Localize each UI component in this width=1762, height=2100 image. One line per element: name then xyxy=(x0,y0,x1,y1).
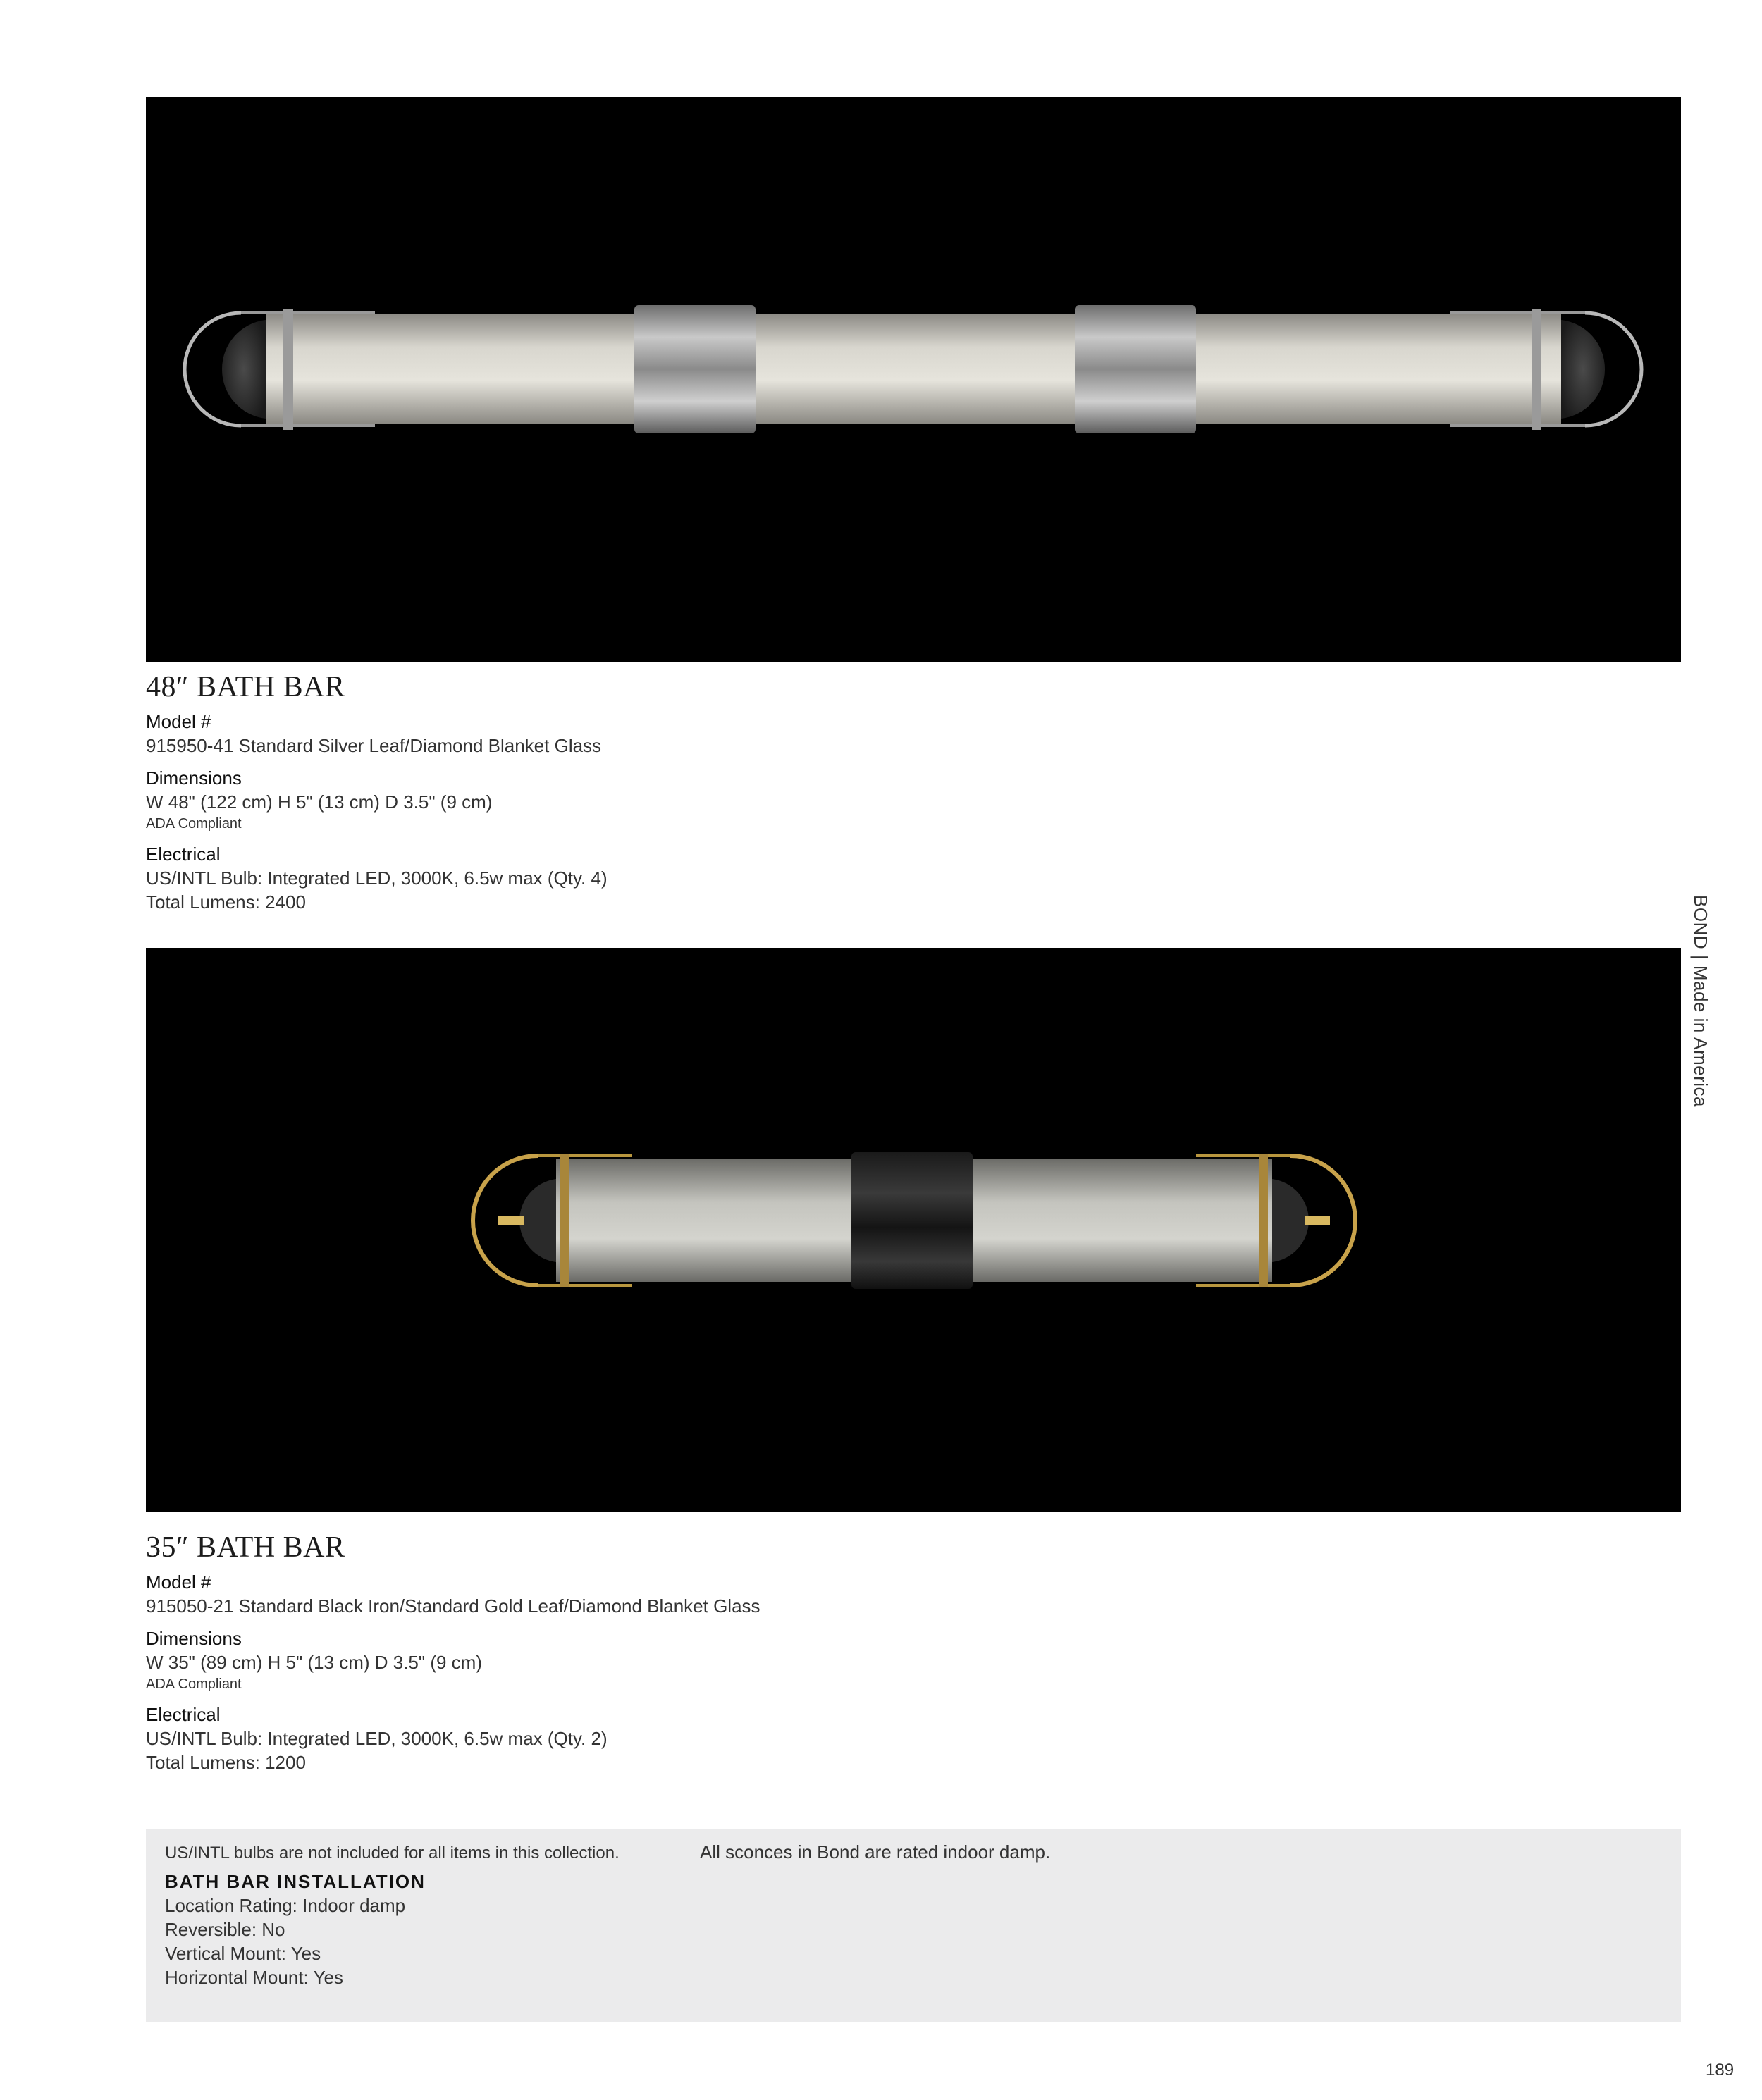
bulbs-note: US/INTL bulbs are not included for all items in this collection. xyxy=(165,1843,620,1863)
product-48-details xyxy=(146,666,1344,914)
collection-side-label: BOND | Made in America xyxy=(1690,895,1711,1107)
installation-heading: BATH BAR INSTALLATION xyxy=(165,1871,426,1892)
electrical-label: Electrical xyxy=(146,1704,221,1725)
bath-bar-48-image xyxy=(146,97,1681,662)
total-lumens: Total Lumens: 1200 xyxy=(146,1752,306,1773)
dimensions-value: W 35" (89 cm) H 5" (13 cm) D 3.5" (9 cm) xyxy=(146,1652,482,1673)
product-title: 48″ BATH BAR xyxy=(146,671,345,703)
location-rating: Location Rating: Indoor damp xyxy=(165,1895,406,1916)
model-value: 915950-41 Standard Silver Leaf/Diamond Blanket Glass xyxy=(146,735,602,756)
installation-details xyxy=(165,1841,672,1989)
dimensions-label: Dimensions xyxy=(146,1628,242,1649)
horizontal-mount: Horizontal Mount: Yes xyxy=(165,1967,343,1988)
installation-info-panel xyxy=(146,1829,1681,2022)
bulb-spec: US/INTL Bulb: Integrated LED, 3000K, 6.5w max (Qty. 2) xyxy=(146,1728,608,1749)
bulb-spec: US/INTL Bulb: Integrated LED, 3000K, 6.5w max (Qty. 4) xyxy=(146,867,608,889)
product-35-details xyxy=(146,1526,1344,1774)
electrical-label: Electrical xyxy=(146,844,221,865)
reversible: Reversible: No xyxy=(165,1919,285,1940)
model-label: Model # xyxy=(146,1571,211,1593)
vertical-mount: Vertical Mount: Yes xyxy=(165,1943,321,1964)
model-value: 915050-21 Standard Black Iron/Standard Gold Leaf/Diamond Blanket Glass xyxy=(146,1595,760,1617)
product-photo-35 xyxy=(146,948,1681,1512)
ada-compliant: ADA Compliant xyxy=(146,1676,242,1692)
product-title: 35″ BATH BAR xyxy=(146,1531,345,1564)
ada-compliant: ADA Compliant xyxy=(146,816,242,832)
product-photo-48 xyxy=(146,97,1681,662)
page-number: 189 xyxy=(1706,2061,1735,2080)
dimensions-value: W 48" (122 cm) H 5" (13 cm) D 3.5" (9 cm) xyxy=(146,791,493,813)
bath-bar-35-image xyxy=(146,948,1681,1512)
total-lumens: Total Lumens: 2400 xyxy=(146,891,306,913)
dimensions-label: Dimensions xyxy=(146,767,242,789)
model-label: Model # xyxy=(146,711,211,732)
damp-rating-note: All sconces in Bond are rated indoor damp. xyxy=(700,1841,1051,1863)
